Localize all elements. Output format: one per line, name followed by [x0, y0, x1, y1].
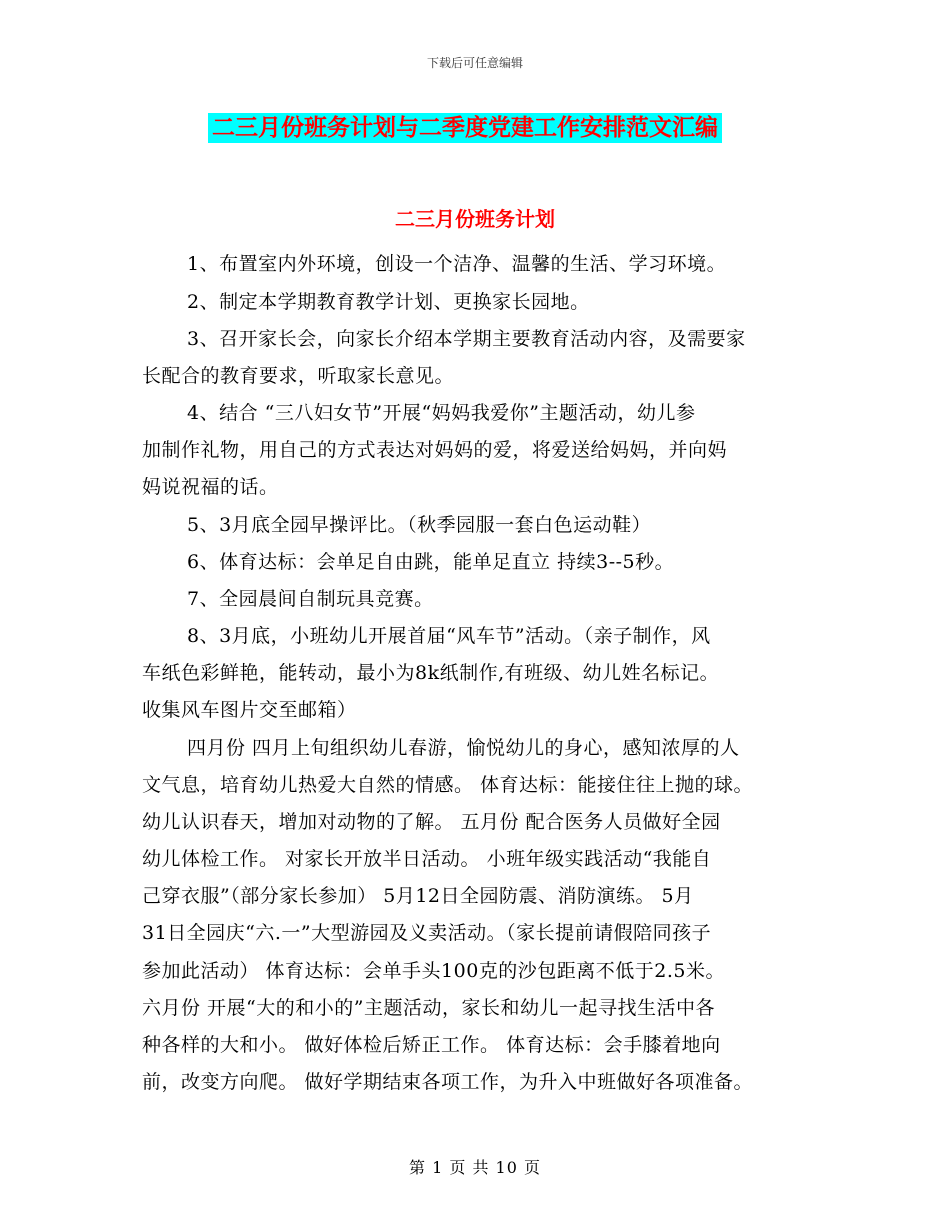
body-line: 幼儿体检工作。 对家长开放半日活动。 小班年级实践活动“我能自	[142, 848, 712, 870]
body-line: 收集风车图片交至邮箱）	[142, 699, 357, 721]
body-line: 8、3月底，小班幼儿开展首届“风车节”活动。（亲子制作，风	[187, 625, 711, 647]
body-line: 1、布置室内外环境，创设一个洁净、温馨的生活、学习环境。	[187, 253, 727, 275]
body-line: 妈说祝福的话。	[142, 476, 279, 498]
header-note: 下载后可任意编辑	[426, 56, 523, 70]
body-line: 车纸色彩鲜艳，能转动，最小为8k纸制作,有班级、幼儿姓名标记。	[142, 662, 720, 684]
body-line: 参加此活动） 体育达标：会单手头100克的沙包距离不低于2.5米。	[142, 960, 726, 982]
page-footer: 第 1 页 共 10 页	[409, 1158, 541, 1177]
body-line: 2、制定本学期教育教学计划、更换家长园地。	[187, 291, 590, 313]
body-line: 加制作礼物，用自己的方式表达对妈妈的爱，将爱送给妈妈，并向妈	[142, 439, 728, 461]
body-line: 四月份 四月上旬组织幼儿春游，愉悦幼儿的身心，感知浓厚的人	[187, 737, 740, 759]
body-line: 种各样的大和小。 做好体检后矫正工作。 体育达标：会手膝着地向	[142, 1034, 721, 1056]
body-line: 文气息，培育幼儿热爱大自然的情感。 体育达标：能接住往上抛的球。	[142, 774, 754, 796]
body-line: 六月份 开展“大的和小的”主题活动，家长和幼儿一起寻找生活中各	[142, 997, 715, 1019]
body-line: 31日全园庆“六.一”大型游园及义卖活动。（家长提前请假陪同孩子	[142, 922, 712, 944]
body-line: 幼儿认识春天，增加对动物的了解。 五月份 配合医务人员做好全园	[142, 811, 721, 833]
body-line: 6、体育达标：会单足自由跳，能单足直立 持续3--5秒。	[187, 551, 675, 573]
body-line: 长配合的教育要求，听取家长意见。	[142, 365, 455, 387]
body-line: 己穿衣服”（部分家长参加） 5月12日全园防震、消防演练。 5月	[142, 885, 694, 907]
section-title: 二三月份班务计划	[395, 207, 555, 231]
body-line: 前，改变方向爬。 做好学期结束各项工作，为升入中班做好各项准备。	[142, 1071, 754, 1093]
body-line: 3、召开家长会，向家长介绍本学期主要教育活动内容，及需要家	[187, 328, 746, 350]
body-line: 5、3月底全园早操评比。（秋季园服一套白色运动鞋）	[187, 514, 652, 536]
document-title: 二三月份班务计划与二季度党建工作安排范文汇编	[208, 113, 722, 143]
body-line: 4、结合 “三八妇女节”开展“妈妈我爱你”主题活动，幼儿参	[187, 402, 696, 424]
body-line: 7、全园晨间自制玩具竞赛。	[187, 588, 434, 610]
